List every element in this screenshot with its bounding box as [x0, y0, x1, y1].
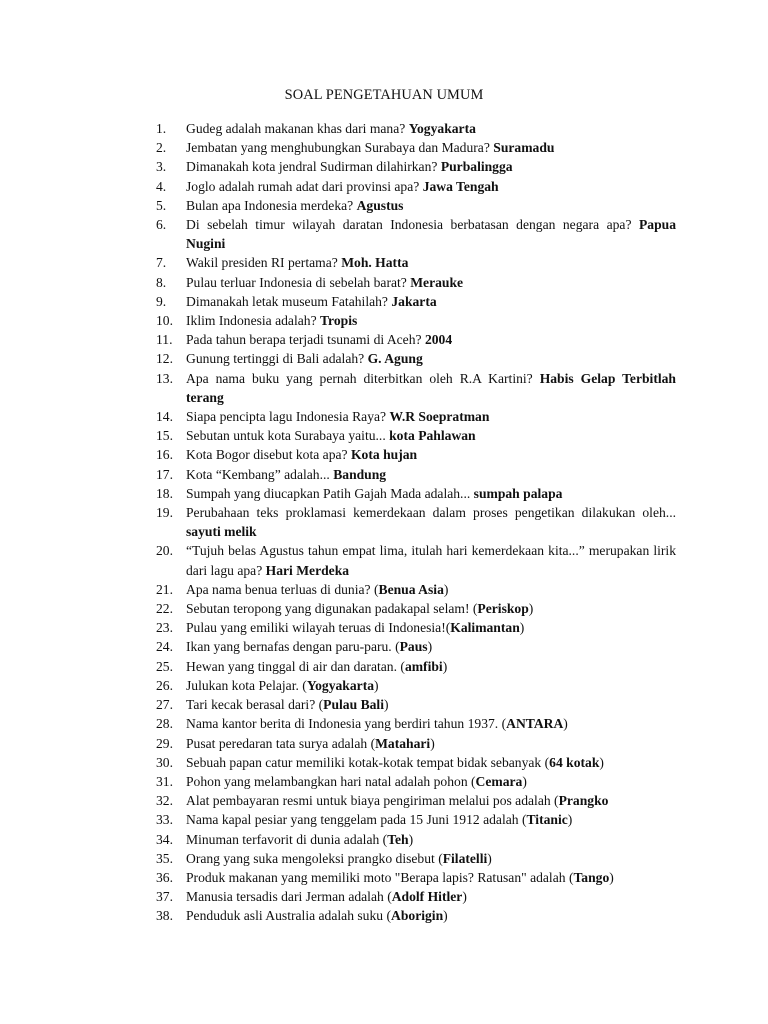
answer-suffix: ) — [567, 812, 573, 828]
question-text: Kota “Kembang” adalah... — [186, 466, 334, 482]
question-text: Sebuah papan catur memiliki kotak-kotak tempat bidak sebanyak ( — [186, 754, 550, 770]
list-item — [156, 349, 676, 368]
question-text: Sebutan untuk kota Surabaya yaitu... — [186, 428, 390, 444]
question-text: Jembatan yang menghubungkan Surabaya dan Madura? — [186, 140, 494, 156]
question-text: Joglo adalah rumah adat dari provinsi apa? — [186, 178, 423, 194]
answer-text: Matahari — [375, 735, 431, 751]
list-item — [156, 753, 676, 772]
item-body — [186, 215, 676, 253]
list-item — [156, 637, 676, 656]
answer-suffix: ) — [443, 581, 449, 597]
list-item — [156, 791, 676, 810]
question-text: Ikan yang bernafas dengan paru-paru. ( — [186, 639, 400, 655]
answer-text: W.R Soepratman — [389, 409, 490, 425]
list-item — [156, 580, 676, 599]
item-body — [186, 138, 676, 157]
item-number: 10. — [156, 313, 173, 329]
answer-text: Tango — [573, 869, 610, 885]
item-number: 36. — [156, 869, 173, 885]
answer-text: Pulau Bali — [323, 697, 384, 713]
item-number: 30. — [156, 754, 173, 770]
item-number: 34. — [156, 831, 173, 847]
list-item — [156, 887, 676, 906]
answer-text: Teh — [387, 831, 409, 847]
answer-suffix: ) — [384, 697, 389, 713]
item-number: 35. — [156, 850, 173, 866]
item-body — [186, 618, 676, 637]
item-number: 12. — [156, 351, 173, 367]
list-item — [156, 369, 676, 407]
item-body — [186, 906, 676, 925]
item-body — [186, 849, 676, 868]
list-item — [156, 772, 676, 791]
item-body — [186, 465, 676, 484]
question-text: Julukan kota Pelajar. ( — [186, 677, 307, 693]
answer-text: Periskop — [477, 601, 529, 617]
question-text: Penduduk asli Australia adalah suku ( — [186, 908, 392, 924]
answer-suffix: ) — [519, 620, 525, 636]
question-text: Apa nama buku yang pernah diterbitkan oleh R.A Kartini? — [186, 370, 540, 386]
item-body — [186, 253, 676, 272]
item-body — [186, 753, 676, 772]
item-number: 25. — [156, 658, 173, 674]
list-item — [156, 138, 676, 157]
answer-suffix: ) — [430, 735, 435, 751]
list-item — [156, 906, 676, 925]
answer-suffix: ) — [563, 716, 568, 732]
question-text: Tari kecak berasal dari? ( — [186, 697, 324, 713]
question-list — [156, 119, 676, 926]
question-text: Sebutan teropong yang digunakan padakapal selam! ( — [186, 601, 478, 617]
answer-suffix: ) — [427, 639, 433, 655]
answer-suffix: ) — [443, 908, 448, 924]
list-item — [156, 196, 676, 215]
list-item — [156, 676, 676, 695]
item-body — [186, 119, 676, 138]
answer-text: Jawa Tengah — [422, 178, 499, 194]
question-text: “Tujuh belas Agustus tahun empat lima, itulah hari kemerdekaan kita...” merupakan lirik dari lagu apa? — [186, 543, 676, 578]
list-item — [156, 714, 676, 733]
item-number: 32. — [156, 793, 173, 809]
item-body — [186, 330, 676, 349]
question-text: Minuman terfavorit di dunia adalah ( — [186, 831, 388, 847]
answer-suffix: ) — [442, 658, 448, 674]
item-body — [186, 714, 676, 733]
question-text: Nama kantor berita di Indonesia yang berdiri tahun 1937. ( — [186, 716, 507, 732]
item-number: 18. — [156, 485, 173, 501]
question-text: Pada tahun berapa terjadi tsunami di Aceh? — [186, 332, 425, 348]
question-text: Sumpah yang diucapkan Patih Gajah Mada adalah... — [186, 485, 474, 501]
item-body — [186, 791, 676, 810]
item-number: 23. — [156, 620, 173, 636]
item-number: 3. — [156, 159, 167, 175]
answer-text: Yogyakarta — [306, 677, 375, 693]
answer-text: Agustus — [356, 197, 404, 213]
item-number: 11. — [156, 332, 173, 348]
list-item — [156, 253, 676, 272]
answer-text: Adolf Hitler — [391, 889, 463, 905]
item-body — [186, 887, 676, 906]
question-text: Dimanakah kota jendral Sudirman dilahirkan? — [186, 159, 441, 175]
list-item — [156, 657, 676, 676]
question-text: Perubahaan teks proklamasi kemerdekaan dalam proses pengetikan dilakukan oleh... — [186, 505, 676, 521]
item-body — [186, 292, 676, 311]
item-body — [186, 830, 676, 849]
question-text: Pohon yang melambangkan hari natal adalah pohon ( — [186, 773, 476, 789]
question-text: Orang yang suka mengoleksi prangko disebut ( — [186, 850, 443, 866]
list-item — [156, 157, 676, 176]
item-body — [186, 580, 676, 599]
list-item — [156, 849, 676, 868]
item-body — [186, 311, 676, 330]
answer-text: Kalimantan — [450, 620, 520, 636]
answer-text: Habis Gelap Terbitlah terang — [186, 370, 676, 405]
list-item — [156, 868, 676, 887]
question-text: Nama kapal pesiar yang tenggelam pada 15 Juni 1912 adalah ( — [186, 812, 527, 828]
item-number: 28. — [156, 716, 173, 732]
item-body — [186, 676, 676, 695]
item-number: 26. — [156, 677, 173, 693]
item-body — [186, 599, 676, 618]
answer-text: Filatelli — [442, 850, 488, 866]
list-item — [156, 484, 676, 503]
answer-text: Benua Asia — [378, 581, 444, 597]
question-text: Kota Bogor disebut kota apa? — [186, 447, 351, 463]
item-body — [186, 369, 676, 407]
item-body — [186, 407, 676, 426]
question-text: Iklim Indonesia adalah? — [186, 313, 320, 329]
item-number: 13. — [156, 370, 173, 386]
item-number: 21. — [156, 581, 173, 597]
item-number: 5. — [156, 197, 167, 213]
answer-suffix: ) — [487, 850, 492, 866]
item-number: 20. — [156, 543, 173, 559]
list-item — [156, 503, 676, 541]
item-body — [186, 503, 676, 541]
item-body — [186, 349, 676, 368]
answer-suffix: ) — [609, 869, 614, 885]
item-number: 6. — [156, 217, 167, 233]
item-body — [186, 157, 676, 176]
answer-text: Tropis — [320, 313, 358, 329]
question-text: Di sebelah timur wilayah daratan Indonesia berbatasan dengan negara apa? — [186, 217, 639, 233]
item-number: 31. — [156, 773, 173, 789]
list-item — [156, 273, 676, 292]
item-body — [186, 734, 676, 753]
answer-text: Suramadu — [493, 140, 555, 156]
item-number: 16. — [156, 447, 173, 463]
answer-text: Merauke — [410, 274, 464, 290]
item-body — [186, 273, 676, 292]
answer-text: 64 kotak — [549, 754, 600, 770]
question-text: Gunung tertinggi di Bali adalah? — [186, 351, 368, 367]
answer-text: amfibi — [404, 658, 443, 674]
question-text: Pulau terluar Indonesia di sebelah barat? — [186, 274, 411, 290]
item-body — [186, 637, 676, 656]
answer-text: Aborigin — [391, 908, 444, 924]
answer-text: Cemara — [475, 773, 523, 789]
item-number: 38. — [156, 908, 173, 924]
answer-text: Titanic — [526, 812, 568, 828]
item-number: 4. — [156, 178, 167, 194]
item-number: 37. — [156, 889, 173, 905]
question-text: Siapa pencipta lagu Indonesia Raya? — [186, 409, 390, 425]
answer-text: kota Pahlawan — [389, 428, 476, 444]
list-item — [156, 810, 676, 829]
item-body — [186, 177, 676, 196]
list-item — [156, 830, 676, 849]
list-item — [156, 618, 676, 637]
item-number: 1. — [156, 121, 167, 136]
answer-text: Jakarta — [391, 293, 437, 309]
item-number: 14. — [156, 409, 173, 425]
list-item — [156, 599, 676, 618]
answer-text: Purbalingga — [440, 159, 513, 175]
answer-text: Yogyakarta — [408, 121, 476, 136]
answer-text: Hari Merdeka — [265, 562, 350, 578]
answer-suffix: ) — [462, 889, 467, 905]
item-number: 7. — [156, 255, 167, 271]
list-item — [156, 541, 676, 579]
question-text: Gudeg adalah makanan khas dari mana? — [186, 121, 409, 136]
answer-suffix: ) — [522, 773, 527, 789]
question-text: Hewan yang tinggal di air dan daratan. ( — [186, 658, 405, 674]
item-body — [186, 484, 676, 503]
answer-text: Bandung — [333, 466, 387, 482]
question-text: Dimanakah letak museum Fatahilah? — [186, 293, 392, 309]
item-number: 19. — [156, 505, 173, 521]
question-text: Pulau yang emiliki wilayah teruas di Indonesia!( — [186, 620, 451, 636]
answer-text: Paus — [399, 639, 428, 655]
item-number: 24. — [156, 639, 173, 655]
question-text: Manusia tersadis dari Jerman adalah ( — [186, 889, 392, 905]
item-body — [186, 810, 676, 829]
item-body — [186, 868, 676, 887]
list-item — [156, 330, 676, 349]
list-item — [156, 311, 676, 330]
answer-suffix: ) — [599, 754, 604, 770]
list-item — [156, 465, 676, 484]
item-number: 15. — [156, 428, 173, 444]
item-number: 8. — [156, 274, 167, 290]
item-body — [186, 541, 676, 579]
item-number: 29. — [156, 735, 173, 751]
list-item — [156, 119, 676, 138]
list-item — [156, 407, 676, 426]
answer-text: sayuti melik — [186, 524, 257, 540]
item-body — [186, 196, 676, 215]
answer-suffix: ) — [374, 677, 379, 693]
question-text: Alat pembayaran resmi untuk biaya pengiriman melalui pos adalah ( — [186, 793, 559, 809]
answer-text: 2004 — [424, 332, 453, 348]
list-item — [156, 292, 676, 311]
item-number: 22. — [156, 601, 173, 617]
item-number: 2. — [156, 140, 167, 156]
answer-text: Papua Nugini — [186, 217, 676, 252]
item-body — [186, 426, 676, 445]
question-text: Pusat peredaran tata surya adalah ( — [186, 735, 376, 751]
item-number: 9. — [156, 293, 167, 309]
item-body — [186, 657, 676, 676]
question-text: Wakil presiden RI pertama? — [186, 255, 342, 271]
answer-text: Kota hujan — [350, 447, 418, 463]
item-body — [186, 695, 676, 714]
page-title: SOAL PENGETAHUAN UMUM — [284, 87, 484, 103]
list-item — [156, 426, 676, 445]
answer-text: G. Agung — [367, 351, 423, 367]
list-item — [156, 695, 676, 714]
item-number: 17. — [156, 466, 173, 482]
item-body — [186, 772, 676, 791]
answer-text: sumpah palapa — [473, 485, 563, 501]
item-body — [186, 445, 676, 464]
item-number: 33. — [156, 812, 173, 828]
answer-text: Moh. Hatta — [341, 255, 409, 271]
answer-text: ANTARA — [506, 716, 564, 732]
item-number: 27. — [156, 697, 173, 713]
answer-text: Prangko — [558, 793, 609, 809]
question-text: Apa nama benua terluas di dunia? ( — [186, 581, 379, 597]
list-item — [156, 215, 676, 253]
answer-suffix: ) — [528, 601, 534, 617]
question-text: Produk makanan yang memiliki moto "Berapa lapis? Ratusan" adalah ( — [186, 869, 574, 885]
list-item — [156, 445, 676, 464]
list-item — [156, 734, 676, 753]
answer-suffix: ) — [408, 831, 414, 847]
list-item — [156, 177, 676, 196]
question-text: Bulan apa Indonesia merdeka? — [186, 197, 357, 213]
